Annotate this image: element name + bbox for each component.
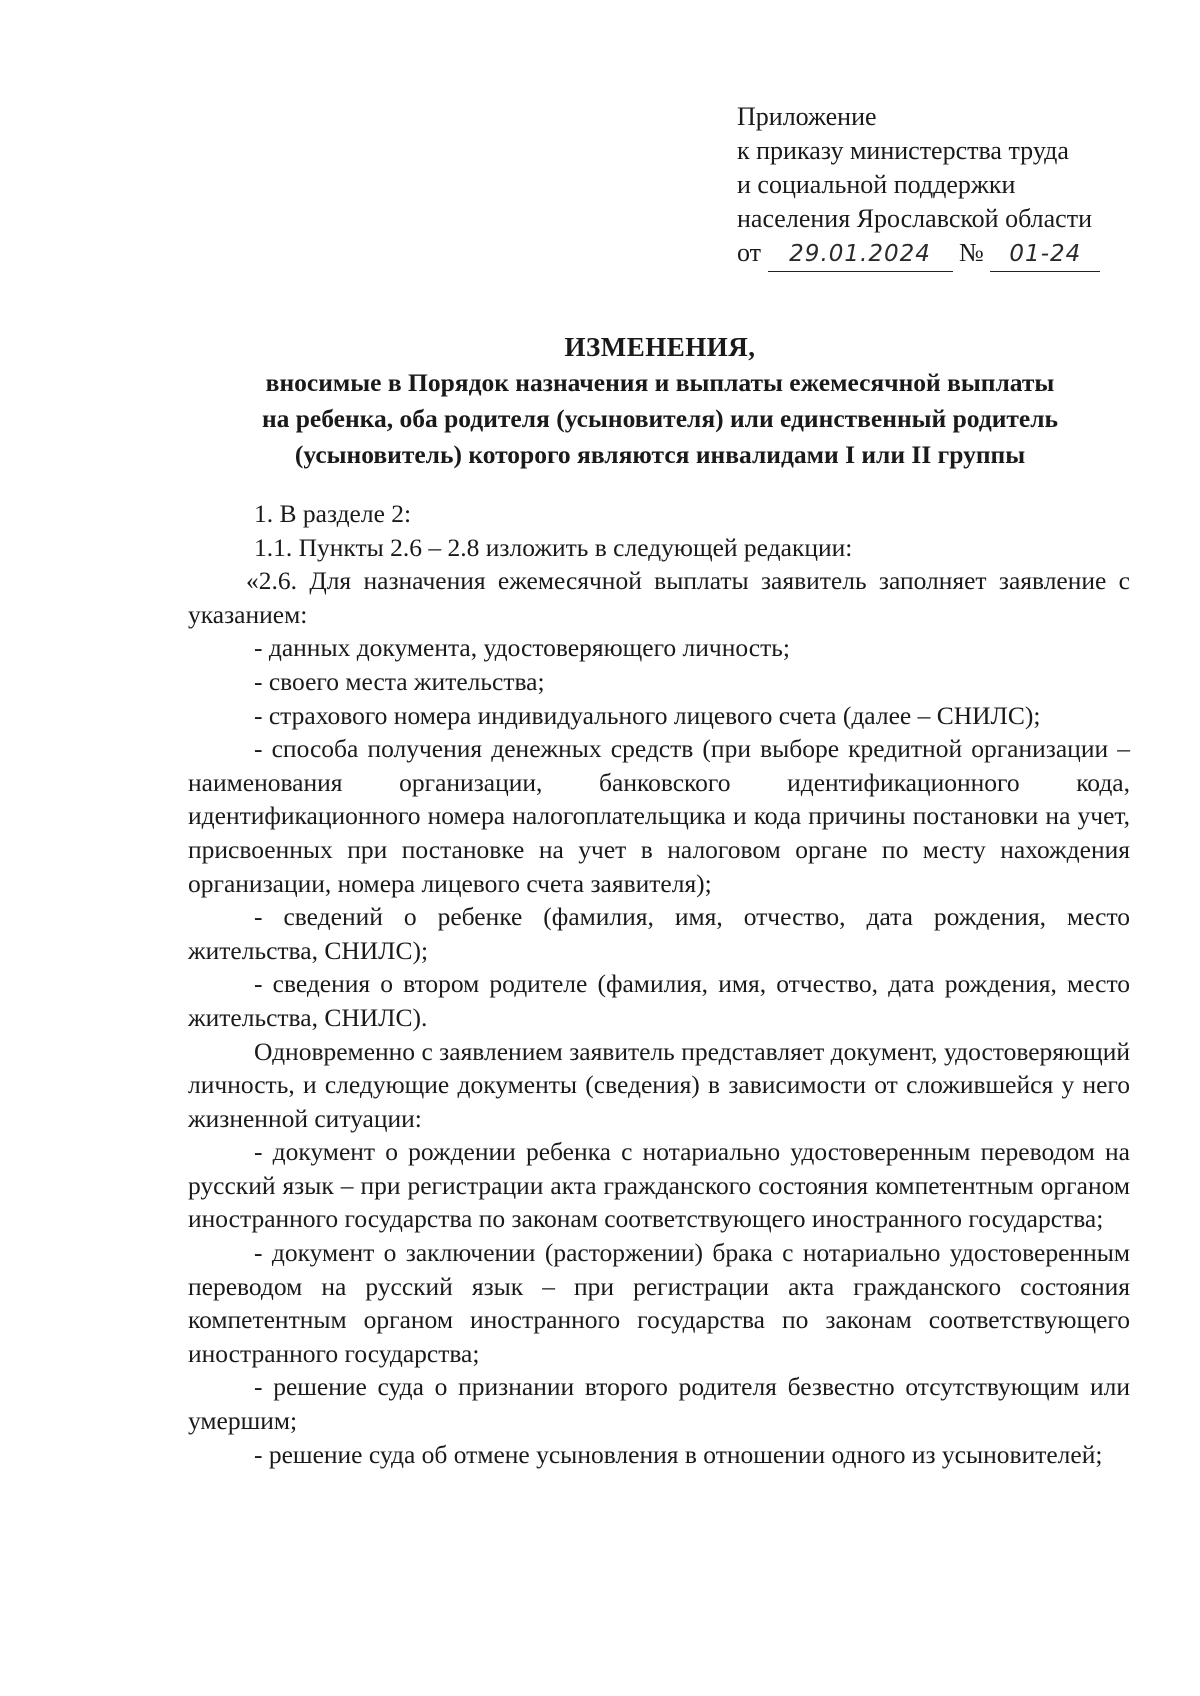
appendix-header (737, 100, 1157, 272)
list-item: - данных документа, удостоверяющего личность; (254, 633, 790, 663)
handwritten-number: 01-24 (990, 237, 1100, 272)
document-title: ИЗМЕНЕНИЯ, (564, 332, 756, 362)
list-item: - страхового номера индивидуального лицевого счета (далее – СНИЛС); (254, 700, 1041, 730)
document-subtitle-line: (усыновитель) которого являются инвалидами I или II группы (294, 440, 1026, 469)
paragraph: «2.6. Для назначения ежемесячной выплаты заявитель заполняет заявление с указанием: (188, 566, 1130, 629)
date-prefix: от (737, 238, 762, 267)
list-item: - решение суда об отмене усыновления в отношении одного из усыновителей; (254, 1439, 1103, 1469)
appendix-line: и социальной поддержки (737, 170, 1016, 199)
appendix-line: Приложение (737, 102, 877, 131)
appendix-line: населения Ярославской области (737, 204, 1092, 233)
appendix-line: к приказу министерства труда (737, 136, 1069, 165)
list-item: - документ о рождении ребенка с нотариально удостоверенным переводом на русский язык – при регистрации акта гражданского состояния компетентным органом иностранного государства по законам соответствующего иностранного государства; (188, 1137, 1130, 1234)
paragraph: 1. В разделе 2: (254, 499, 412, 528)
handwritten-date: 29.01.2024 (768, 237, 953, 272)
paragraph: Одновременно с заявлением заявитель представляет документ, удостоверяющий личность, и следующие документы (сведения) в зависимости от сложившейся у него жизненной ситуации: (188, 1036, 1130, 1133)
list-item: - решение суда о признании второго родителя безвестно отсутствующим или умершим; (188, 1372, 1130, 1436)
list-item: - способа получения денежных средств (при выборе кредитной организации – наименования организации, банковского идентификационного кода, идентификационного номера налогоплательщика и кода причины постановки на учет, присвоенных при постановке на учет в налоговом органе по месту нахождения организации, номера лицевого счета заявителя); (188, 734, 1130, 898)
appendix-date-line (737, 236, 1157, 272)
paragraph: 1.1. Пункты 2.6 – 2.8 изложить в следующей редакции: (254, 532, 853, 562)
document-body (188, 497, 1130, 1471)
number-prefix: № (959, 238, 984, 267)
document-heading (160, 330, 1160, 472)
list-item: - своего места жительства; (254, 666, 545, 696)
list-item: - сведения о втором родителе (фамилия, имя, отчество, дата рождения, место жительства, СНИЛС). (188, 969, 1130, 1032)
list-item: - сведений о ребенке (фамилия, имя, отчество, дата рождения, место жительства, СНИЛС); (188, 902, 1130, 965)
list-item: - документ о заключении (расторжении) брака с нотариально удостоверенным переводом на русский язык – при регистрации акта гражданского состояния компетентным органом иностранного государства по законам соответствующего иностранного государства; (188, 1238, 1130, 1368)
document-subtitle-line: вносимые в Порядок назначения и выплаты ежемесячной выплаты (265, 368, 1055, 397)
document-subtitle-line: на ребенка, оба родителя (усыновителя) или единственный родитель (261, 404, 1059, 433)
